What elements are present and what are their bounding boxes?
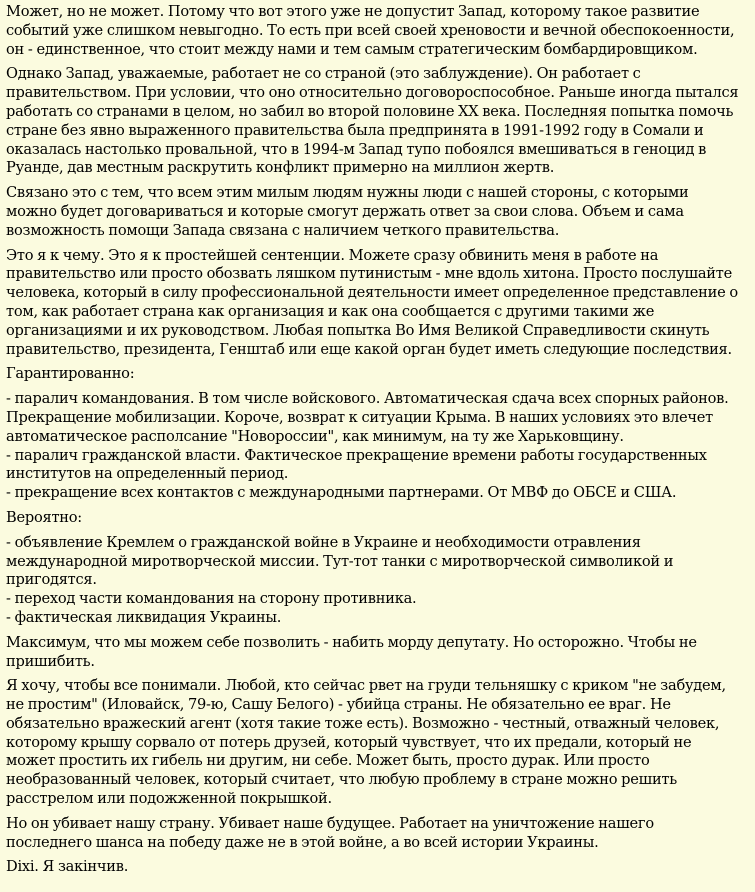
paragraph bbox=[6, 509, 747, 528]
paragraph bbox=[6, 677, 747, 809]
text-line: Однако Запад, уважаемые, работает не со страной (это заблуждение). Он работает с bbox=[6, 65, 641, 83]
text-line: Прекращение мобилизации. Короче, возврат к ситуации Крыма. В наших условиях это влечет bbox=[6, 408, 713, 426]
text-line: Руанде, дав местным раскрутить конфликт примерно на миллион жертв. bbox=[6, 159, 555, 177]
text-line: Это я к чему. Это я к простейшей сентенции. Можете сразу обвинить меня в работе на bbox=[6, 246, 659, 264]
text-line: международной миротворческой миссии. Тут-тот танки с миротворческой символикой и bbox=[6, 552, 674, 570]
text-line: - переход части командования на сторону противника. bbox=[6, 590, 417, 608]
text-line: - паралич командования. В том числе войскового. Автоматическая сдача всех спорных районов. bbox=[6, 390, 729, 408]
text-line: он - единственное, что стоит между нами и тем самым стратегическим бомбардировщиком. bbox=[6, 40, 698, 58]
text-line: автоматическое располсание "Новороссии", как минимум, на ту же Харьковщину. bbox=[6, 427, 624, 445]
text-line: - фактическая ликвидация Украины. bbox=[6, 608, 282, 626]
text-line: которому крышу сорвало от потерь друзей, который чувствует, что их предали, который не bbox=[6, 733, 692, 751]
text-line: работать со странами в целом, но забил во второй половине XX века. Последняя попытка помочь bbox=[6, 102, 734, 120]
paragraph bbox=[6, 634, 747, 672]
paragraph bbox=[6, 390, 747, 503]
text-line: Вероятно: bbox=[6, 508, 82, 526]
text-line: может простить их гибель ни другим, ни себе. Может быть, просто дурак. Или просто bbox=[6, 752, 650, 770]
text-line: организациями и их руководством. Любая попытка Во Имя Великой Справедливости скинуть bbox=[6, 321, 710, 339]
text-line: оказалась настолько провальной, что в 1994-м Запад тупо побоялся вмешиваться в геноцид в bbox=[6, 140, 707, 158]
text-line: правительством. При условии, что оно относительно договороспособное. Раньше иногда пытался bbox=[6, 84, 739, 102]
paragraph bbox=[6, 65, 747, 178]
text-line: Но он убивает нашу страну. Убивает наше будущее. Работает на уничтожение нашего bbox=[6, 814, 654, 832]
text-line: можно будет договариваться и которые смогут держать ответ за свои слова. Объем и сама bbox=[6, 202, 684, 220]
text-line: Связано это с тем, что всем этим милым людям нужны люди с нашей стороны, с которыми bbox=[6, 184, 689, 202]
paragraph bbox=[6, 534, 747, 628]
text-line: - прекращение всех контактов с международными партнерами. От МВФ до ОБСЕ и США. bbox=[6, 484, 677, 502]
paragraph bbox=[6, 365, 747, 384]
text-line: институтов на определенный период. bbox=[6, 465, 289, 483]
text-line: расстрелом или подожженной покрышкой. bbox=[6, 790, 332, 808]
text-line: правительство или просто обозвать ляшком путинистым - мне вдоль хитона. Просто послушайте bbox=[6, 265, 732, 283]
text-line: Я хочу, чтобы все понимали. Любой, кто сейчас рвет на груди тельняшку с криком "не забудем, bbox=[6, 677, 726, 695]
paragraph bbox=[6, 858, 747, 877]
text-line: необразованный человек, который считает, что любую проблему в стране можно решить bbox=[6, 771, 677, 789]
text-line: возможность помощи Запада связана с наличием четкого правительства. bbox=[6, 221, 560, 239]
text-line: человека, который в силу профессиональной деятельности имеет определенное представление о bbox=[6, 284, 738, 302]
text-line: - объявление Кремлем о гражданской войне в Украине и необходимости отравления bbox=[6, 533, 641, 551]
text-line: правительство, президента, Генштаб или еще какой орган будет иметь следующие последствия. bbox=[6, 340, 732, 358]
text-line: Максимум, что мы можем себе позволить - набить морду депутату. Но осторожно. Чтобы не bbox=[6, 633, 697, 651]
paragraph bbox=[6, 247, 747, 360]
text-line: Dixi. Я закінчив. bbox=[6, 858, 129, 876]
text-line: Гарантированно: bbox=[6, 365, 135, 383]
text-line: обязательно вражеский агент (хотя такие тоже есть). Возможно - честный, отважный человек, bbox=[6, 714, 720, 732]
text-line: последнего шанса на победу даже не в этой войне, а во всей истории Украины. bbox=[6, 833, 599, 851]
paragraph bbox=[6, 3, 747, 59]
text-line: Может, но не может. Потому что вот этого уже не допустит Запад, которому такое развитие bbox=[6, 3, 700, 20]
text-line: пришибить. bbox=[6, 652, 95, 670]
text-line: пригодятся. bbox=[6, 571, 97, 589]
text-line: не простим" (Иловайск, 79-ю, Сашу Белого) - убийца страны. Не обязательно ее враг. Не bbox=[6, 696, 671, 714]
text-line: том, как работает страна как организация и как она сообщается с другими такими же bbox=[6, 302, 655, 320]
text-line: стране без явно выраженного правительства была предпринята в 1991-1992 году в Сомали и bbox=[6, 121, 704, 139]
text-line: событий уже слишком невыгодно. То есть при всей своей хреновости и вечной обеспокоенности, bbox=[6, 21, 735, 39]
paragraph bbox=[6, 184, 747, 240]
text-line: - паралич гражданской власти. Фактическое прекращение времени работы государственных bbox=[6, 446, 707, 464]
paragraph bbox=[6, 815, 747, 853]
